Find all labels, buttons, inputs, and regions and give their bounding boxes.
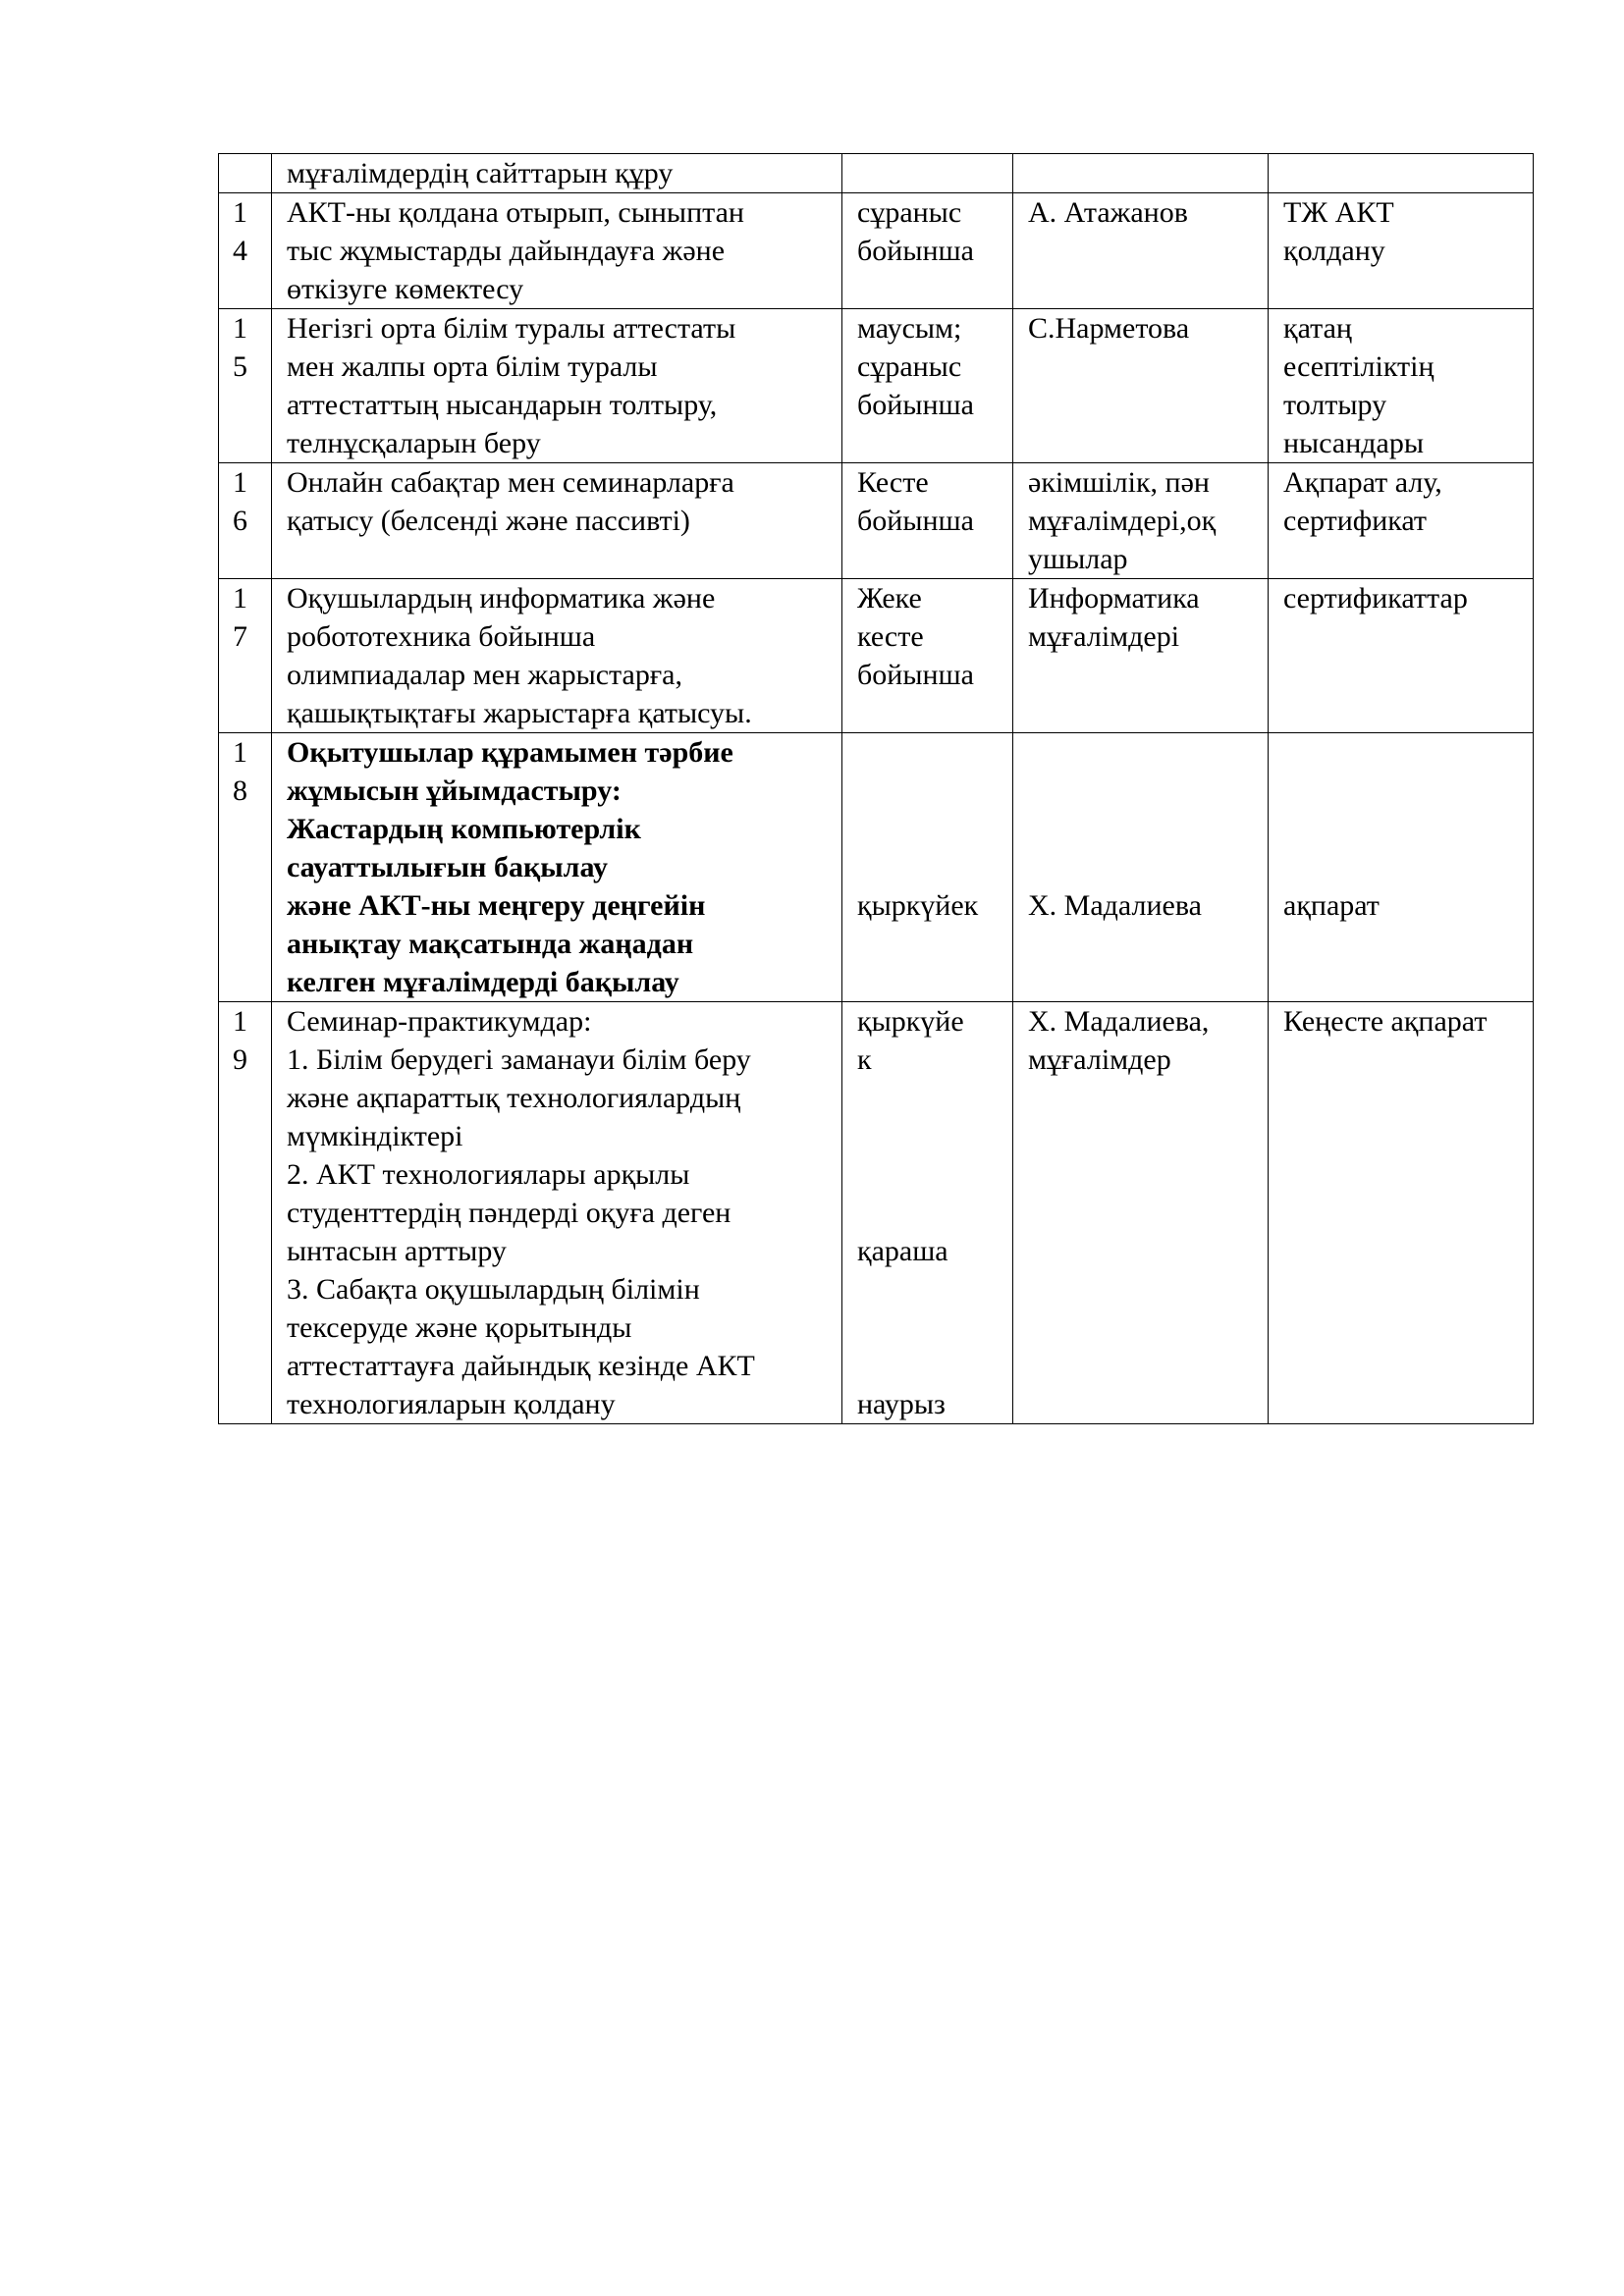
result-cell-line: ТЖ АКТ — [1283, 196, 1394, 229]
table-row — [219, 463, 1534, 579]
event-cell-line: 3. Сабақта оқушылардың білімін — [287, 1273, 700, 1306]
event-cell-line: мұғалімдердің сайттарын құру — [287, 157, 674, 189]
term-cell-line — [857, 1308, 999, 1347]
responsible-cell — [1013, 733, 1269, 1002]
event-cell — [272, 1002, 842, 1424]
term-cell-line: сұраныс — [857, 196, 962, 229]
table-row — [219, 193, 1534, 309]
event-cell — [272, 579, 842, 733]
event-cell-line: тексеруде және қорытынды — [287, 1311, 632, 1344]
event-cell-line: өткізуге көмектесу — [287, 273, 524, 305]
term-cell-line — [857, 1347, 999, 1385]
responsible-cell — [1013, 309, 1269, 463]
event-cell — [272, 309, 842, 463]
row-number-line: 1 — [233, 466, 247, 499]
table-row — [219, 154, 1534, 193]
event-cell-line: тыс жұмыстарды дайындауға және — [287, 235, 726, 267]
event-cell-line: 2. АКТ технологиялары арқылы — [287, 1158, 690, 1191]
term-cell — [842, 733, 1013, 1002]
event-cell-line: анықтау мақсатында жаңадан — [287, 928, 694, 960]
term-cell-line: бойынша — [857, 389, 974, 421]
row-number-line: 5 — [233, 350, 247, 383]
event-cell-line: аттестаттауға дайындық кезінде АКТ — [287, 1350, 755, 1382]
term-cell-line: қараша — [857, 1235, 948, 1267]
term-cell-line — [857, 1194, 999, 1232]
result-cell-line: сертификаттар — [1283, 582, 1468, 614]
row-number — [219, 579, 272, 733]
event-cell-line: Оқытушылар құрамымен тәрбие — [287, 736, 733, 769]
responsible-cell-line: С.Нарметова — [1028, 312, 1190, 345]
result-cell-line: есептіліктің — [1283, 350, 1435, 383]
term-cell — [842, 154, 1013, 193]
event-cell — [272, 154, 842, 193]
row-number — [219, 154, 272, 193]
responsible-cell-line: А. Атажанов — [1028, 196, 1188, 229]
row-number-line: 1 — [233, 582, 247, 614]
responsible-cell — [1013, 463, 1269, 579]
event-cell-line: және ақпараттық технологиялардың — [287, 1082, 741, 1114]
term-cell-line — [857, 1079, 999, 1117]
responsible-cell-line: Информатика — [1028, 582, 1200, 614]
term-cell — [842, 1002, 1013, 1424]
work-plan-table — [218, 153, 1534, 1424]
event-cell-line: робототехника бойынша — [287, 620, 596, 653]
result-cell — [1269, 733, 1534, 1002]
event-cell-line: Оқушылардың информатика және — [287, 582, 716, 614]
term-cell-line: наурыз — [857, 1388, 946, 1420]
event-cell-line: мен жалпы орта білім туралы — [287, 350, 658, 383]
row-number-line: 1 — [233, 312, 247, 345]
responsible-cell — [1013, 1002, 1269, 1424]
responsible-cell-line: ушылар — [1028, 543, 1128, 575]
responsible-cell-line: мұғалімдері,оқ — [1028, 505, 1217, 537]
result-cell-line: Кеңесте ақпарат — [1283, 1005, 1488, 1038]
row-number — [219, 193, 272, 309]
result-cell-line: Ақпарат алу, — [1283, 466, 1442, 499]
row-number-line: 1 — [233, 196, 247, 229]
responsible-cell — [1013, 579, 1269, 733]
row-number — [219, 1002, 272, 1424]
result-cell-line: сертификат — [1283, 505, 1428, 537]
event-cell-line: келген мұғалімдерді бақылау — [287, 966, 679, 998]
term-cell-line: бойынша — [857, 659, 974, 691]
event-cell-line: Онлайн сабақтар мен семинарларға — [287, 466, 734, 499]
result-cell — [1269, 1002, 1534, 1424]
row-number-line: 1 — [233, 1005, 247, 1038]
event-cell-line: мүмкіндіктері — [287, 1120, 463, 1152]
event-cell-line: технологияларын қолдану — [287, 1388, 616, 1420]
row-number — [219, 463, 272, 579]
event-cell-line: қатысу (белсенді және пассивті) — [287, 505, 690, 537]
result-cell-line: толтыру — [1283, 389, 1387, 421]
term-cell-line: сұраныс — [857, 350, 962, 383]
event-cell-line: Семинар-практикумдар: — [287, 1005, 592, 1038]
result-cell — [1269, 309, 1534, 463]
term-cell — [842, 193, 1013, 309]
event-cell-line: Негізгі орта білім туралы аттестаты — [287, 312, 736, 345]
event-cell-line: Жастардың компьютерлік — [287, 813, 641, 845]
term-cell-line: қыркүйек — [857, 889, 979, 922]
term-cell-line — [857, 1155, 999, 1194]
row-number-line: 7 — [233, 620, 247, 653]
event-cell-line: және АКТ-ны меңгеру деңгейін — [287, 889, 706, 922]
result-cell — [1269, 193, 1534, 309]
row-number — [219, 733, 272, 1002]
table-row — [219, 579, 1534, 733]
term-cell-line: кесте — [857, 620, 924, 653]
result-cell-line: қолдану — [1283, 235, 1385, 267]
responsible-cell-line: Х. Мадалиева, — [1028, 1005, 1210, 1038]
term-cell — [842, 579, 1013, 733]
event-cell-line: жұмысын ұйымдастыру: — [287, 774, 622, 807]
term-cell — [842, 309, 1013, 463]
term-cell — [842, 463, 1013, 579]
table-row — [219, 1002, 1534, 1424]
term-cell-line: маусым; — [857, 312, 962, 345]
result-cell — [1269, 463, 1534, 579]
row-number-line: 9 — [233, 1043, 247, 1076]
event-cell — [272, 463, 842, 579]
term-cell-line: бойынша — [857, 505, 974, 537]
event-cell-line: 1. Білім берудегі заманауи білім беру — [287, 1043, 751, 1076]
responsible-cell-line: Х. Мадалиева — [1028, 889, 1202, 922]
event-cell — [272, 733, 842, 1002]
responsible-cell-line: әкімшілік, пән — [1028, 466, 1210, 499]
event-cell — [272, 193, 842, 309]
responsible-cell — [1013, 193, 1269, 309]
event-cell-line: олимпиадалар мен жарыстарға, — [287, 659, 682, 691]
row-number — [219, 309, 272, 463]
term-cell-line — [857, 1117, 999, 1155]
table-row — [219, 733, 1534, 1002]
result-cell-line: нысандары — [1283, 427, 1424, 459]
table-row — [219, 309, 1534, 463]
event-cell-line: студенттердің пәндерді оқуға деген — [287, 1197, 731, 1229]
term-cell-line: Кесте — [857, 466, 929, 499]
term-cell-line: бойынша — [857, 235, 974, 267]
event-cell-line: аттестаттың нысандарын толтыру, — [287, 389, 718, 421]
responsible-cell — [1013, 154, 1269, 193]
event-cell-line: телнұсқаларын беру — [287, 427, 541, 459]
row-number-line: 6 — [233, 505, 247, 537]
row-number-line: 4 — [233, 235, 247, 267]
term-cell-line: қыркүйе — [857, 1005, 964, 1038]
row-number-line: 8 — [233, 774, 247, 807]
result-cell — [1269, 579, 1534, 733]
event-cell-line: ынтасын арттыру — [287, 1235, 507, 1267]
term-cell-line: Жеке — [857, 582, 922, 614]
term-cell-line — [857, 1270, 999, 1308]
result-cell-line: ақпарат — [1283, 889, 1380, 922]
term-cell-line: к — [857, 1043, 872, 1076]
event-cell-line: АКТ-ны қолдана отырып, сыныптан — [287, 196, 744, 229]
event-cell-line: қашықтықтағы жарыстарға қатысуы. — [287, 697, 752, 729]
result-cell — [1269, 154, 1534, 193]
row-number-line: 1 — [233, 736, 247, 769]
responsible-cell-line: мұғалімдер — [1028, 1043, 1171, 1076]
result-cell-line: қатаң — [1283, 312, 1352, 345]
responsible-cell-line: мұғалімдері — [1028, 620, 1180, 653]
event-cell-line: сауаттылығын бақылау — [287, 851, 608, 883]
